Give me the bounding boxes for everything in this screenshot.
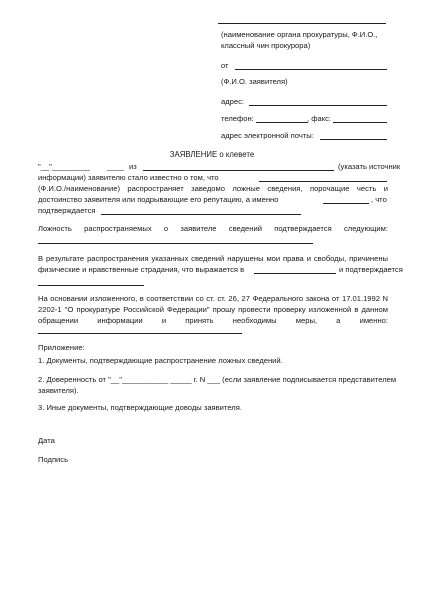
p1-source-line — [143, 170, 334, 171]
attachments-heading: Приложение: — [38, 343, 85, 352]
p1-from: из — [129, 162, 137, 171]
address-label: адрес: — [221, 97, 245, 106]
p1-date: "__"_________ — [38, 162, 90, 171]
attachment-item-2-end: заявителя). — [38, 386, 79, 395]
email-line — [320, 139, 387, 140]
p1-line4-start: достоинство заявителя или подрывающие его репутацию, а именно — [38, 195, 279, 204]
attachment-item-1: 1. Документы, подтверждающие распространение ложных сведений. — [38, 356, 283, 365]
attachment-item-3: 3. Иные документы, подтверждающие доводы заявителя. — [38, 403, 242, 412]
p1-source-hint: (указать источник — [338, 162, 401, 171]
p1-year: ____ — [107, 162, 124, 171]
p1-line3: (Ф.И.О./наименование) распространяет заведомо ложные сведения, порочащие честь и — [38, 184, 388, 193]
p1-line2: информации) заявителю стало известно о том, что — [38, 173, 219, 182]
fax-label: , факс: — [307, 114, 332, 123]
authority-caption: (наименование органа прокуратуры, Ф.И.О., — [221, 30, 378, 39]
phone-line — [256, 122, 308, 123]
signature-label: Подпись — [38, 455, 69, 464]
p3-line1: В результате распространения указанных сведений нарушены мои права и свободы, причинены — [38, 254, 388, 263]
authority-caption-2: классный чин прокурора) — [221, 41, 311, 50]
attachment-item-2: 2. Доверенность от "__"___________ _____ г. N ___ (если заявление подписывается представителем — [38, 375, 397, 384]
p1-line4-end: , что — [371, 195, 387, 204]
p1-subject-line — [259, 181, 387, 182]
address-line — [249, 105, 387, 106]
authority-name-line — [218, 23, 386, 24]
p4-line1: На основании изложенного, в соответствии со ст. ст. 26, 27 Федерального закона от 17.01.1992 N — [38, 294, 388, 303]
applicant-caption: (Ф.И.О. заявителя) — [221, 77, 288, 86]
date-label: Дата — [38, 436, 55, 445]
p3-proof-line — [38, 285, 144, 286]
from-label: от — [221, 61, 229, 70]
p2-line1: Ложность распространяемых о заявителе сведений подтверждается следующим: — [38, 224, 388, 233]
applicant-name-line — [235, 69, 387, 70]
p3-harm-line — [254, 273, 336, 274]
p3-line2-end: и подтверждается — [339, 265, 403, 274]
email-label: адрес электронной почты: — [221, 131, 314, 140]
p1-proof-line — [101, 214, 301, 215]
p2-proof-line — [38, 243, 313, 244]
fax-line — [333, 122, 387, 123]
p3-line2-start: физические и нравственные страдания, что выражается в — [38, 265, 245, 274]
p1-line5: подтверждается — [38, 206, 96, 215]
document-title: ЗАЯВЛЕНИЕ о клевете — [169, 150, 255, 159]
p4-line2: 2202-1 "О прокуратуре Российской Федерации" прошу провести проверку изложенной в данном — [38, 305, 388, 314]
p1-claim-line — [323, 203, 369, 204]
phone-label: телефон: — [221, 114, 254, 123]
p4-line3: обращении информации и принять необходимы меры, а именно: — [38, 316, 388, 325]
p4-measures-line — [38, 333, 242, 334]
